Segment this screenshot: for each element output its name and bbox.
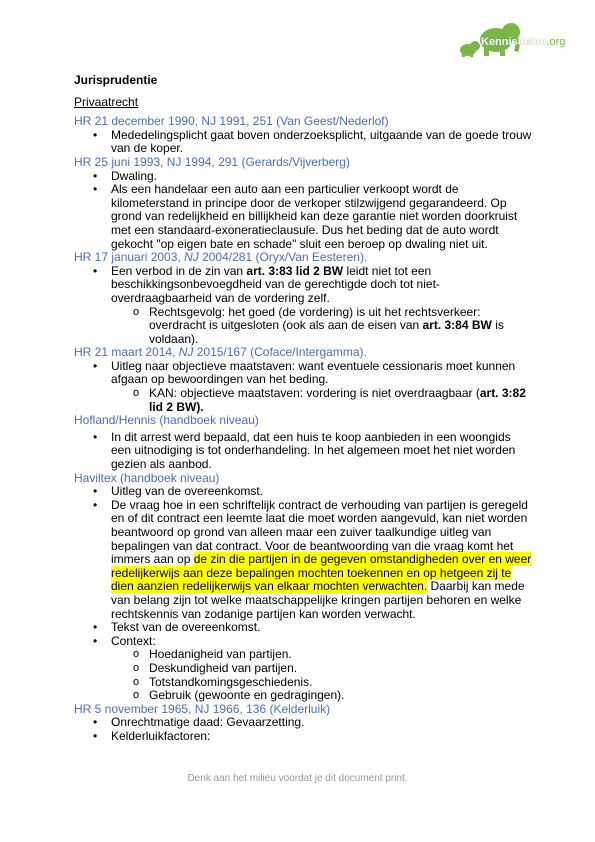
sub-list-item: o Deskundigheid van partijen.: [149, 662, 532, 676]
bullet-list: [74, 485, 532, 703]
sub-list-item: o Totstandkomingsgeschiedenis.: [149, 676, 532, 690]
logo-tld: .org: [546, 36, 566, 48]
list-item: • Uitleg naar objectieve maatstaven: want eventuele cessionaris moet kunnen afgaan op bewoordingen van het beding. o KAN: objectieve maatstaven: vordering is niet overdraagbaar (art. 3:82 lid 2 BW).: [111, 360, 532, 414]
section-heading: Privaatrecht: [74, 94, 139, 109]
sub-list-item: o KAN: objectieve maatstaven: vordering is niet overdraagbaar (art. 3:82 lid 2 BW).: [149, 387, 532, 414]
case-heading: HR 5 november 1965, NJ 1966, 136 (Kelderluik): [74, 701, 331, 716]
sub-list-item: o Hoedanigheid van partijen.: [149, 648, 532, 662]
case-heading: HR 17 januari 2003, NJ 2004/281 (Oryx/Van Eesteren).: [74, 250, 368, 265]
page-footer: Denk aan het milieu voordat je dit document print.: [187, 773, 408, 784]
sub-list: [111, 648, 532, 702]
list-item: • Tekst van de overeenkomst.: [111, 621, 532, 635]
list-item: • Onrechtmatige daad: Gevaarzetting.: [111, 716, 532, 730]
highlighted-text: de zin die partijen in de gegeven omstandigheden over en weer redelijkerwijs aan deze bepalingen mochten toekennen en op hetgeen zij te dien aanzien redelijkerwijs van elkaar mochten verwachten.: [111, 552, 532, 594]
sub-list-item: o Rechtsgevolg: het goed (de vordering) is uit het rechtsverkeer: overdracht is uitgesloten (ook als aan de eisen van art. 3:84 BW is voldaan).: [149, 306, 532, 347]
case-heading: Hofland/Hennis (handboek niveau): [74, 413, 259, 428]
list-item: • Een verbod in de zin van art. 3:83 lid 2 BW leidt niet tot een beschikkingsonbevoegdheid van de gerechtigde doch tot niet-overdraagbaarheid van de vordering zelf. o Rechtsgevolg: het goed (de vordering) is uit het rechtsverkeer: overdracht is uitgesloten (ook als aan de eisen van art. 3:84 BW is voldaan).: [111, 265, 532, 347]
sub-list-item: o Gebruik (gewoonte en gedragingen).: [149, 689, 532, 703]
document-title: Jurisprudentie: [74, 73, 158, 87]
bullet-list: [74, 716, 532, 743]
case-heading: HR 21 maart 2014, NJ 2015/167 (Coface/Intergamma).: [74, 345, 367, 360]
bullet-list: [74, 129, 532, 156]
sub-list: [111, 306, 532, 347]
case-heading: Haviltex (handboek niveau): [74, 470, 220, 485]
list-item: • Als een handelaar een auto aan een particulier verkoopt wordt de kilometerstand in principe door de verkoper stilzwijgend gegarandeerd. Op grond van redelijkheid en billijkheid kan deze garantie niet worden doorkruist met een standaard-exoneratieclausule. Dus het beding dat de auto wordt gekocht "op eigen bate en schade" sluit een beroep op dwaling niet uit.: [111, 183, 532, 251]
list-item: • Kelderluikfactoren:: [111, 730, 532, 744]
list-item: • De vraag hoe in een schriftelijk contract de verhouding van partijen is geregeld en of dit contract een leemte laat die moet worden aangevuld, kan niet worden beantwoord op grond van alleen maar een zuiver taalkundige uitleg van bepalingen van dat contract. Voor de beantwoording van die vraag komt het immers aan op de zin die partijen in de gegeven omstandigheden over en weer redelijkerwijs aan deze bepalingen mochten toekennen en op hetgeen zij te dien aanzien redelijkerwijs van elkaar mochten verwachten. Daarbij kan mede van belang zijn tot welke maatschappelijke kringen partijen behoren en welke rechtskennis van zodanige partijen kan worden verwacht.: [111, 499, 532, 621]
sub-list: [111, 387, 532, 414]
bullet-list: [74, 265, 532, 347]
case-heading: HR 21 december 1990, NJ 1991, 251 (Van Geest/Nederlof): [74, 114, 389, 129]
case-heading: HR 25 juni 1993, NJ 1994, 291 (Gerards/Vijverberg): [74, 154, 350, 169]
bullet-list: [74, 360, 532, 414]
bullet-list: [74, 431, 532, 472]
logo-text: Kennisdelen.org: [481, 36, 566, 48]
list-item: • Context: o Hoedanigheid van partijen. o Deskundigheid van partijen. o Totstandkomingsgeschiedenis. o Gebruik (gewoonte en gedragingen).: [111, 635, 532, 703]
list-item: • Uitleg van de overeenkomst.: [111, 485, 532, 499]
bullet-list: [74, 170, 532, 252]
list-item: • In dit arrest werd bepaald, dat een huis te koop aanbieden in een woongids een uitnodiging is tot onderhandeling. In het algemeen moet het niet worden gezien als aanbod.: [111, 431, 532, 472]
list-item: • Dwaling.: [111, 170, 532, 184]
list-item: • Mededelingsplicht gaat boven onderzoeksplicht, uitgaande van de goede trouw van de koper.: [111, 129, 532, 156]
document-body: [74, 74, 532, 744]
